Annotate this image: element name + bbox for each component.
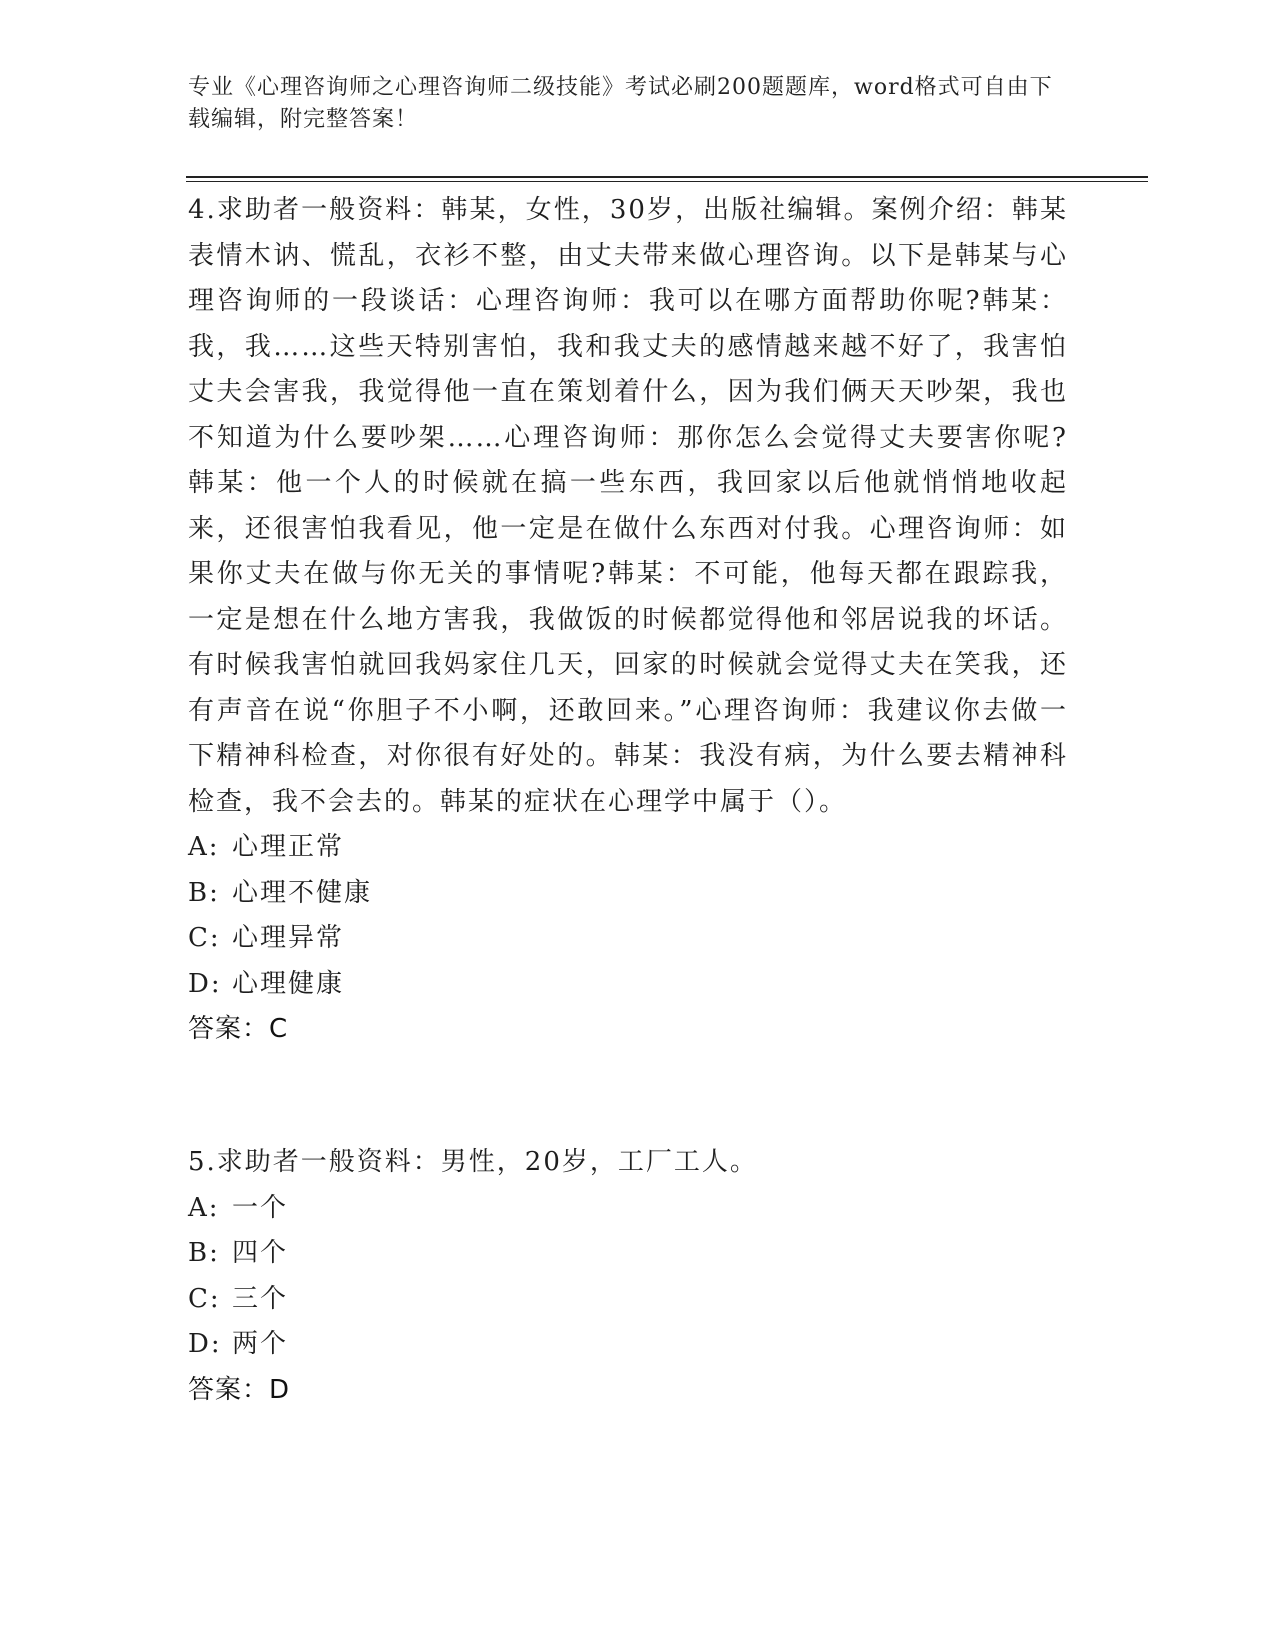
option-b: [188, 1231, 1068, 1277]
option-text: 三个: [232, 1283, 289, 1314]
question-4: [188, 188, 1068, 1053]
header-divider-thin: [186, 181, 1148, 182]
option-text: 心理不健康: [232, 877, 373, 908]
option-letter: D:: [188, 1329, 222, 1359]
option-text: 两个: [232, 1329, 289, 1359]
option-letter: B:: [188, 877, 220, 908]
option-letter: D:: [188, 968, 222, 999]
option-letter: A:: [188, 832, 220, 862]
option-letter: B:: [188, 1238, 220, 1268]
option-text: 心理健康: [232, 968, 345, 999]
header-divider: [186, 176, 1148, 178]
option-text: 四个: [232, 1238, 289, 1268]
answer-line: 答案：C: [188, 1014, 289, 1044]
option-a: [188, 1186, 1068, 1232]
option-text: 心理异常: [232, 923, 345, 953]
answer-line: 答案：D: [188, 1374, 291, 1405]
option-d: [188, 1322, 1068, 1368]
option-c: [188, 916, 1068, 962]
option-letter: A:: [188, 1192, 220, 1223]
option-text: 一个: [232, 1192, 289, 1223]
option-letter: C:: [188, 923, 221, 953]
question-stem: 5.求助者一般资料：男性，20岁，工厂工人。: [188, 1147, 758, 1177]
option-c: [188, 1277, 1068, 1323]
option-d: [188, 962, 1068, 1008]
option-letter: C:: [188, 1283, 221, 1314]
option-a: [188, 825, 1068, 871]
page-header: 专业《心理咨询师之心理咨询师二级技能》考试必刷200题题库，word格式可自由下载编辑，附完整答案！: [188, 75, 1053, 132]
question-5: [188, 1140, 1068, 1413]
option-text: 心理正常: [232, 832, 345, 862]
option-b: [188, 871, 1068, 917]
question-stem: 4.求助者一般资料：韩某，女性，30岁，出版社编辑。案例介绍：韩某表情木讷、慌乱，衣衫不整，由丈夫带来做心理咨询。以下是韩某与心理咨询师的一段谈话：心理咨询师：我可以在哪方面帮助你呢?韩某：我，我……这些天特别害怕，我和我丈夫的感情越来越不好了，我害怕丈夫会害我，我觉得他一直在策划着什么，因为我们俩天天吵架，我也不知道为什么要吵架……心理咨询师：那你怎么会觉得丈夫要害你呢?韩某：他一个人的时候就在搞一些东西，我回家以后他就悄悄地收起来，还很害怕我看见，他一定是在做什么东西对付我。心理咨询师：如果你丈夫在做与你无关的事情呢?韩某：不可能，他每天都在跟踪我，一定是想在什么地方害我，我做饭的时候都觉得他和邻居说我的坏话。有时候我害怕就回我妈家住几天，回家的时候就会觉得丈夫在笑我，还有声音在说“你胆子不小啊，还敢回来。”心理咨询师：我建议你去做一下精神科检查，对你很有好处的。韩某：我没有病，为什么要去精神科检查，我不会去的。韩某的症状在心理学中属于（）。: [188, 195, 1068, 817]
